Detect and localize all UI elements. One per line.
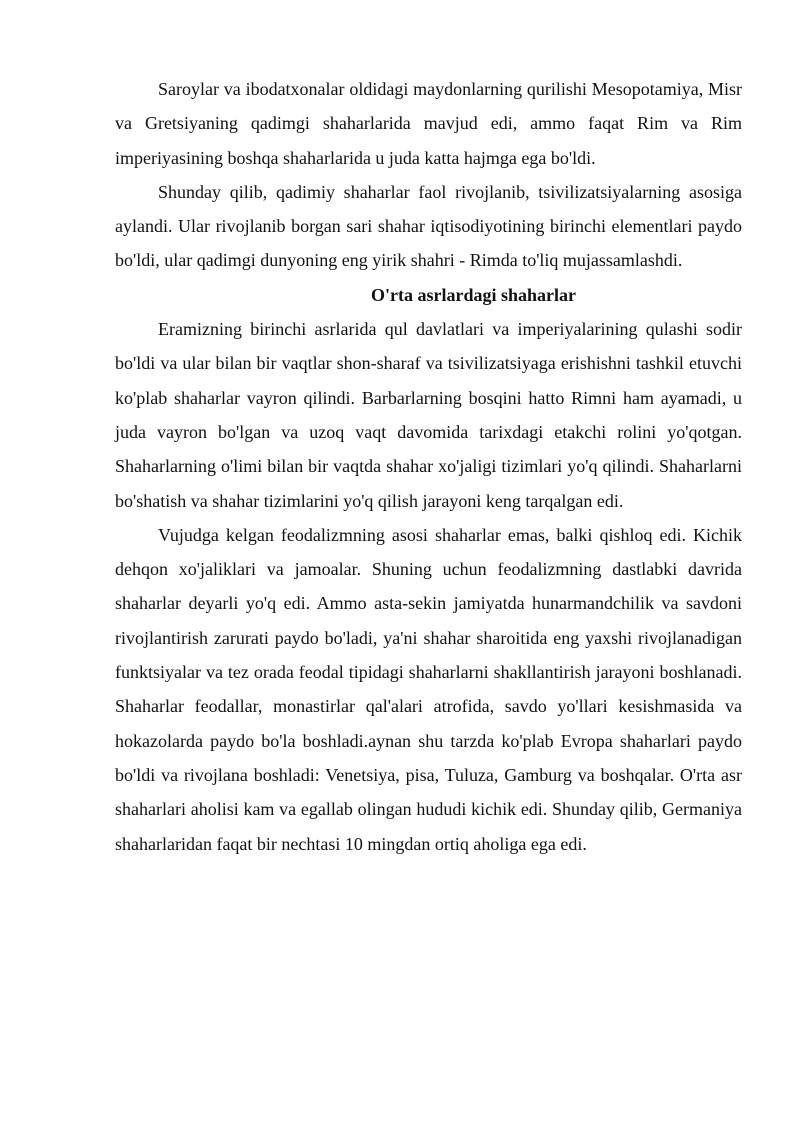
paragraph-feudal-cities: Vujudga kelgan feodalizmning asosi shaharlar emas, balki qishloq edi. Kichik dehqon xo'jaliklari va jamoalar. Shuning uchun feodalizmning dastlabki davrida shaharlar deyarli yo'q edi. Ammo asta-sekin jamiyatda hunarmandchilik va savdoni rivojlantirish zarurati paydo bo'ladi, ya'ni shahar sharoitida eng yaxshi rivojlanadigan funktsiyalar va tez orada feodal tipidagi shaharlarni shakllantirish jarayoni boshlanadi. Shaharlar feodallar, monastirlar qal'alari atrofida, savdo yo'llari kesishmasida va hokazolarda paydo bo'la boshladi.aynan shu tarzda ko'plab Evropa shaharlari paydo bo'ldi va rivojlana boshladi: Venetsiya, pisa, Tuluza, Gamburg va boshqalar. O'rta asr shaharlari aholisi kam va egallab olingan hududi kichik edi. Shunday qilib, Germaniya shaharlaridan faqat bir nechtasi 10 mingdan ortiq aholiga ega edi. xyxy=(115,524,742,854)
paragraph-squares: Saroylar va ibodatxonalar oldidagi maydonlarning qurilishi Mesopotamiya, Misr va Gretsiyaning qadimgi shaharlarida mavjud edi, ammo faqat Rim va Rim imperiyasining boshqa shaharlarida u juda katta hajmga ega bo'ldi. xyxy=(115,79,742,168)
paragraph-fall-of-empires: Eramizning birinchi asrlarida qul davlatlari va imperiyalarining qulashi sodir bo'ldi va ular bilan bir vaqtlar shon-sharaf va tsivilizatsiyaga erishishni tashkil etuvchi ko'plab shaharlar vayron qilindi. Barbarlarning bosqini hatto Rimni ham ayamadi, u juda vayron bo'lgan va uzoq vaqt davomida tarixdagi etakchi rolini yo'qotgan. Shaharlarning o'limi bilan bir vaqtda shahar xo'jaligi tizimlari yo'q qilindi. Shaharlarni bo'shatish va shahar tizimlarini yo'q qilish jarayoni keng tarqalgan edi. xyxy=(115,319,742,511)
document-page xyxy=(115,72,742,861)
section-heading: O'rta asrlardagi shaharlar xyxy=(371,284,576,305)
paragraph-ancient-cities: Shunday qilib, qadimiy shaharlar faol rivojlanib, tsivilizatsiyalarning asosiga aylandi. Ular rivojlanib borgan sari shahar iqtisodiyotining birinchi elementlari paydo bo'ldi, ular qadimgi dunyoning eng yirik shahri - Rimda to'liq mujassamlashdi. xyxy=(115,181,742,271)
